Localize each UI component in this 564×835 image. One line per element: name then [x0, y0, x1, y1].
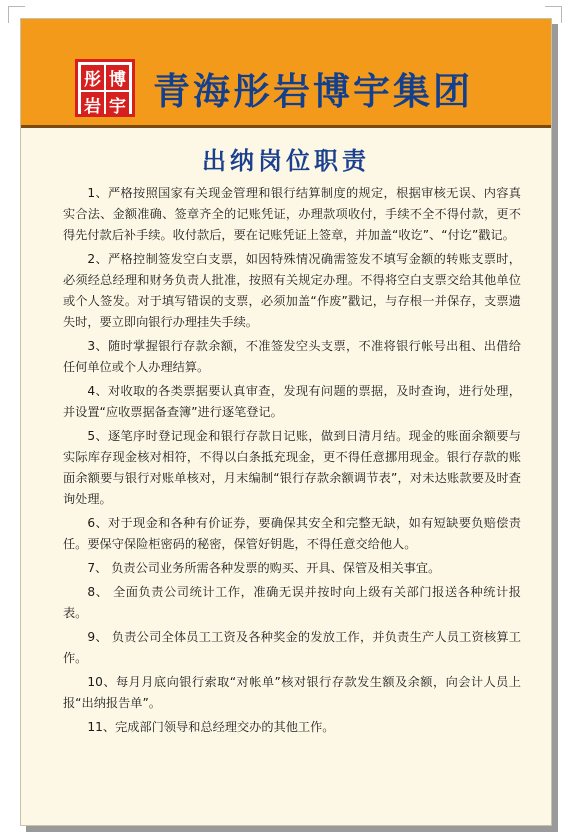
- document-title: 出纳岗位职责: [202, 147, 370, 175]
- seal-char: 岩: [81, 92, 104, 117]
- list-item: 8、 全面负责公司统计工作，准确无误并按时向上级有关部门报送各种统计报表。: [63, 585, 521, 620]
- duty-list: [63, 183, 521, 741]
- list-item: 11、完成部门领导和总经理交办的其他工作。: [87, 720, 335, 734]
- list-item: 2、严格控制签发空白支票，如因特殊情况确需签发不填写金额的转账支票时，必须经总经理和财务负责人批准，按照有关规定办理。不得将空白支票交给其他单位或个人签发。对于填写错误的支票，必须加盖“作废”戳记，与存根一并保存，支票遗失时，要立即向银行办理挂失手续。: [63, 252, 521, 329]
- list-item: 4、对收取的各类票据要认真审查，发现有问题的票据，及时查询，进行处理，并设置“应收票据备查簿”进行逐笔登记。: [63, 384, 521, 419]
- list-item: 10、每月月底向银行索取“对帐单”核对银行存款发生额及余额，向会计人员上报“出纳报告单”。: [63, 675, 521, 710]
- company-name: 青海彤岩博宇集团: [153, 70, 473, 113]
- list-item: 6、对于现金和各种有价证券，要确保其安全和完整无缺，如有短缺要负赔偿责任。要保守保险柜密码的秘密，保管好钥匙，不得任意交给他人。: [63, 516, 521, 551]
- company-seal-logo: [75, 59, 135, 117]
- list-item: 7、 负责公司业务所需各种发票的购买、开具、保管及相关事宜。: [87, 561, 441, 575]
- notice-board: [20, 18, 552, 826]
- list-item: 9、 负责公司全体员工工资及各种奖金的发放工作，并负责生产人员工资核算工作。: [63, 630, 521, 665]
- seal-char: 博: [106, 65, 129, 90]
- list-item: 5、逐笔序时登记现金和银行存款日记账，做到日清月结。现金的账面余额要与实际库存现金核对相符，不得以白条抵充现金，更不得任意挪用现金。银行存款的账面余额要与银行对账单核对，月末编制“银行存款余额调节表”，对未达账款要及时查询处理。: [63, 429, 521, 506]
- list-item: 3、随时掌握银行存款余额，不准签发空头支票，不准将银行帐号出租、出借给任何单位或个人办理结算。: [63, 339, 521, 374]
- list-item: 1、严格按照国家有关现金管理和银行结算制度的规定，根据审核无误、内容真实合法、金额准确、签章齐全的记账凭证，办理款项收付，手续不全不得付款，更不得先付款后补手续。收付款后，要在记账凭证上签章，并加盖“收讫”、“付讫”戳记。: [63, 186, 521, 242]
- seal-char: 彤: [81, 65, 104, 90]
- header-banner: [21, 19, 551, 128]
- seal-char: 宇: [106, 92, 129, 117]
